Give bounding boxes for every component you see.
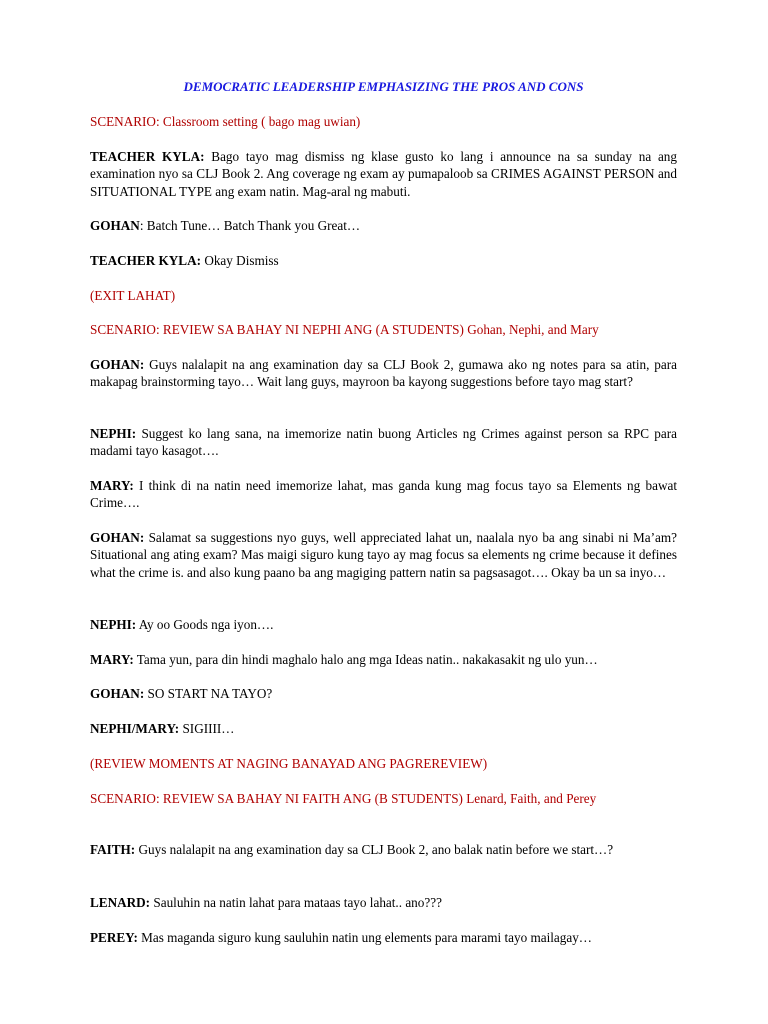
dialogue-mary-tama xyxy=(90,651,677,668)
stage-direction-exit: (EXIT LAHAT) xyxy=(90,288,176,303)
dialogue-teacher-kyla-dismiss xyxy=(90,252,677,269)
speaker-name: TEACHER KYLA: xyxy=(90,253,202,268)
dialogue-text: Bago tayo mag dismiss ng klase gusto ko lang i announce na sa sunday na ang examination nyo sa CLJ Book 2. Ang coverage ng exam ay pumapaloob sa CRIMES AGAINST PERSON and SITUATIONAL TYPE ang exam natin. Mag-aral ng mabuti. xyxy=(90,149,677,199)
dialogue-text: Salamat sa suggestions nyo guys, well appreciated lahat un, naalala nyo ba ang sinabi ni Ma’am? Situational ang ating exam? Mas maigi siguro kung tayo ay mag focus sa elements ng crime because it defines what the crime is. and also kung paano ba ang magiging pattern natin sa pagsasagot…. Okay ba un sa inyo… xyxy=(90,530,677,580)
speaker-name: PEREY: xyxy=(90,930,138,945)
dialogue-text: I think di na natin need imemorize lahat, mas ganda kung mag focus tayo sa Elements ng bawat Crime…. xyxy=(90,478,677,511)
dialogue-faith-exam xyxy=(90,841,677,858)
speaker-name: GOHAN xyxy=(90,218,140,233)
dialogue-text: Suggest ko lang sana, na imemorize natin buong Articles ng Crimes against person sa RPC para madami tayo kasagot…. xyxy=(90,426,677,459)
document-title: DEMOCRATIC LEADERSHIP EMPHASIZING THE PROS AND CONS xyxy=(183,79,584,94)
dialogue-text: : Batch Tune… Batch Thank you Great… xyxy=(139,218,361,233)
dialogue-nephi-goods xyxy=(90,616,677,633)
dialogue-nephi-mary-sigi xyxy=(90,720,677,737)
speaker-name: GOHAN: xyxy=(90,686,145,701)
dialogue-text: Okay Dismiss xyxy=(201,253,279,268)
speaker-name: NEPHI/MARY: xyxy=(90,721,180,736)
stage-direction-review-a: SCENARIO: REVIEW SA BAHAY NI NEPHI ANG (A STUDENTS) Gohan, Nephi, and Mary xyxy=(90,322,599,337)
dialogue-text: Mas maganda siguro kung sauluhin natin ung elements para marami tayo mailagay… xyxy=(137,930,592,945)
speaker-name: GOHAN: xyxy=(90,357,145,372)
dialogue-text: Ay oo Goods nga iyon…. xyxy=(136,617,274,632)
dialogue-text: Sauluhin na natin lahat para mataas tayo lahat.. ano??? xyxy=(150,895,442,910)
stage-direction-review-moments: (REVIEW MOMENTS AT NAGING BANAYAD ANG PAGREREVIEW) xyxy=(90,756,488,771)
speaker-name: GOHAN: xyxy=(90,530,145,545)
speaker-name: FAITH: xyxy=(90,842,136,857)
dialogue-lenard-sauluhin xyxy=(90,894,677,911)
dialogue-gohan-thanks xyxy=(90,217,677,234)
dialogue-text: SIGIIII… xyxy=(179,721,235,736)
speaker-name: NEPHI: xyxy=(90,617,137,632)
dialogue-perey-elements xyxy=(90,929,677,946)
speaker-name: MARY: xyxy=(90,652,134,667)
speaker-name: LENARD: xyxy=(90,895,151,910)
dialogue-gohan-notes xyxy=(90,356,677,391)
dialogue-teacher-kyla-announce xyxy=(90,148,677,200)
speaker-name: NEPHI: xyxy=(90,426,137,441)
dialogue-text: Tama yun, para din hindi maghalo halo ang mga Ideas natin.. nakakasakit ng ulo yun… xyxy=(133,652,598,667)
dialogue-mary-elements xyxy=(90,477,677,512)
dialogue-gohan-salamat xyxy=(90,529,677,581)
stage-direction-classroom: SCENARIO: Classroom setting ( bago mag uwian) xyxy=(90,114,361,129)
dialogue-nephi-suggest xyxy=(90,425,677,460)
dialogue-text: Guys nalalapit na ang examination day sa CLJ Book 2, ano balak natin before we start…? xyxy=(135,842,614,857)
dialogue-gohan-start xyxy=(90,685,677,702)
speaker-name: TEACHER KYLA: xyxy=(90,149,205,164)
speaker-name: MARY: xyxy=(90,478,134,493)
dialogue-text: SO START NA TAYO? xyxy=(144,686,273,701)
dialogue-text: Guys nalalapit na ang examination day sa CLJ Book 2, gumawa ako ng notes para sa atin, para makapag brainstorming tayo… Wait lang guys, mayroon ba kayong suggestions before tayo mag start? xyxy=(90,357,677,390)
stage-direction-review-b: SCENARIO: REVIEW SA BAHAY NI FAITH ANG (B STUDENTS) Lenard, Faith, and Perey xyxy=(90,791,597,806)
